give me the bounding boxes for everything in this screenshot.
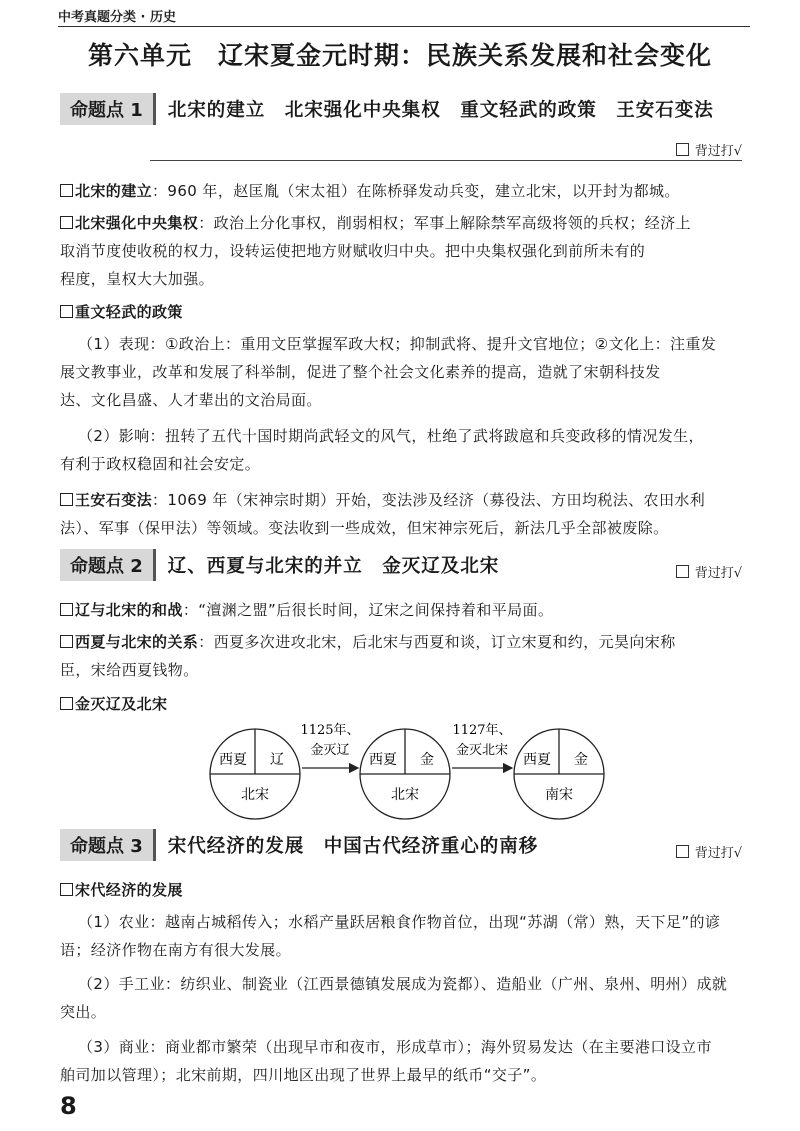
arrow-2-event: 金灭北宋 bbox=[455, 743, 509, 758]
item-key: 金灭辽及北宋 bbox=[75, 695, 168, 713]
item-key: 辽与北宋的和战 bbox=[75, 601, 183, 619]
item-key: 西夏与北宋的关系 bbox=[75, 633, 199, 651]
header-rule bbox=[58, 26, 750, 27]
arrow-1-year: 1125年、 bbox=[300, 723, 360, 738]
circle-3-top-left: 西夏 bbox=[523, 752, 551, 768]
circle-1-bottom: 北宋 bbox=[241, 787, 269, 803]
checkbox-icon[interactable] bbox=[60, 216, 73, 229]
item-text: ：960 年，赵匡胤（宋太祖）在陈桥驿发动兵变，建立北宋，以开封为都城。 bbox=[152, 182, 680, 200]
checkbox-icon[interactable] bbox=[676, 565, 689, 578]
circle-1-top-left: 西夏 bbox=[219, 752, 247, 768]
checkbox-icon[interactable] bbox=[60, 184, 73, 197]
circle-3-bottom: 南宋 bbox=[545, 787, 573, 803]
circle-3-top-right: 金 bbox=[574, 752, 588, 768]
checkbox-icon[interactable] bbox=[60, 305, 73, 318]
topic-3-title: 宋代经济的发展 中国古代经济重心的南移 bbox=[167, 836, 539, 857]
topic-2-check[interactable] bbox=[676, 562, 742, 581]
page-number: 8 bbox=[60, 1092, 77, 1120]
item-xixia bbox=[60, 628, 745, 684]
item-craft bbox=[60, 970, 745, 1026]
item-text: （2）影响：扭转了五代十国时期尚武轻文的风气，杜绝了武将跋扈和兵变政移的情况发生， bbox=[78, 427, 704, 445]
item-text: 程度，皇权大大加强。 bbox=[60, 270, 215, 288]
item-text: 突出。 bbox=[60, 1003, 107, 1021]
item-text: 达、文化昌盛、人才辈出的文治局面。 bbox=[60, 391, 322, 409]
state-circle-2 bbox=[360, 729, 450, 819]
checkbox-icon[interactable] bbox=[676, 845, 689, 858]
item-central bbox=[60, 209, 745, 293]
item-policy-impact bbox=[60, 422, 745, 478]
item-text: 语；经济作物在南方有很大发展。 bbox=[60, 941, 292, 959]
topic-2-bar bbox=[60, 549, 745, 581]
item-text: 展文教事业，改革和发展了科举制，促进了整个社会文化素养的提高，造就了宋朝科技发 bbox=[60, 363, 661, 381]
checkbox-icon[interactable] bbox=[60, 697, 73, 710]
item-founding bbox=[60, 177, 745, 205]
item-text: ：1069 年（宋神宗时期）开始，变法涉及经济（募役法、方田均税法、农田水利 bbox=[152, 491, 706, 509]
topic-3-check[interactable] bbox=[676, 842, 742, 861]
arrow-2 bbox=[452, 722, 512, 768]
item-text: （2）手工业：纺织业、制瓷业（江西景德镇发展成为瓷都）、造船业（广州、泉州、明州）成就 bbox=[78, 975, 728, 993]
topic-1-check[interactable] bbox=[676, 140, 742, 159]
circle-2-top-right: 金 bbox=[420, 752, 434, 768]
topic-3-bar bbox=[60, 829, 745, 861]
item-text: （3）商业：商业都市繁荣（出现早市和夜市，形成草市）；海外贸易发达（在主要港口设立市 bbox=[78, 1038, 712, 1056]
item-text: ：政治上分化事权，削弱相权；军事上解除禁军高级将领的兵权；经济上 bbox=[198, 214, 692, 232]
topic-2-title: 辽、西夏与北宋的并立 金灭辽及北宋 bbox=[167, 556, 500, 577]
item-econ bbox=[60, 876, 745, 904]
check-label: 背过打√ bbox=[694, 566, 742, 581]
item-text: （1）农业：越南占城稻传入；水稻产量跃居粮食作物首位，出现“苏湖（常）熟，天下足”的谚 bbox=[78, 913, 721, 931]
check-label: 背过打√ bbox=[694, 144, 742, 159]
unit-title: 第六单元 辽宋夏金元时期：民族关系发展和社会变化 bbox=[87, 41, 712, 70]
item-text: （1）表现：①政治上：重用文臣掌握军政大权；抑制武将、提升文官地位；②文化上：注重发 bbox=[78, 335, 717, 353]
item-text: 取消节度使收税的权力，设转运使把地方财赋收归中央。把中央集权强化到前所未有的 bbox=[60, 242, 646, 260]
item-text: ：“澶渊之盟”后很长时间，辽宋之间保持着和平局面。 bbox=[182, 601, 554, 619]
item-policy bbox=[60, 298, 745, 326]
item-text: 舶司加以管理）；北宋前期，四川地区出现了世界上最早的纸币“交子”。 bbox=[60, 1066, 547, 1084]
item-text: ：西夏多次进攻北宋，后北宋与西夏和谈，订立宋夏和约，元昊向宋称 bbox=[198, 633, 676, 651]
topic-3-label: 命题点 3 bbox=[60, 829, 156, 861]
series-header: 中考真题分类 · 历史 bbox=[58, 10, 176, 25]
checkbox-icon[interactable] bbox=[60, 603, 73, 616]
circle-2-top-left: 西夏 bbox=[369, 752, 397, 768]
checkbox-icon[interactable] bbox=[60, 493, 73, 506]
item-reform bbox=[60, 486, 745, 542]
arrow-2-year: 1127年、 bbox=[452, 723, 512, 738]
circle-2-bottom: 北宋 bbox=[391, 787, 419, 803]
arrow-1 bbox=[300, 722, 359, 768]
checkbox-icon[interactable] bbox=[60, 883, 73, 896]
item-text: 有利于政权稳固和社会安定。 bbox=[60, 455, 261, 473]
checkbox-icon[interactable] bbox=[676, 143, 689, 156]
item-key: 王安石变法 bbox=[75, 491, 153, 509]
item-key: 重文轻武的政策 bbox=[75, 303, 183, 321]
topic-1-label: 命题点 1 bbox=[60, 93, 156, 125]
check-label: 背过打√ bbox=[694, 846, 742, 861]
state-circle-3 bbox=[514, 729, 604, 819]
item-key: 北宋的建立 bbox=[75, 182, 153, 200]
topic-1-rule bbox=[150, 160, 742, 161]
arrow-1-event: 金灭辽 bbox=[310, 743, 350, 758]
item-agri bbox=[60, 908, 745, 964]
topic-1-bar bbox=[60, 93, 745, 125]
jin-conquest-diagram bbox=[0, 712, 800, 832]
item-text: 臣，宋给西夏钱物。 bbox=[60, 661, 199, 679]
item-key: 北宋强化中央集权 bbox=[75, 214, 199, 232]
circle-1-top-right: 辽 bbox=[270, 752, 284, 768]
item-policy-performance bbox=[60, 330, 745, 414]
item-key: 宋代经济的发展 bbox=[75, 881, 183, 899]
checkbox-icon[interactable] bbox=[60, 635, 73, 648]
item-peace bbox=[60, 596, 745, 624]
topic-2-label: 命题点 2 bbox=[60, 549, 156, 581]
topic-1-title: 北宋的建立 北宋强化中央集权 重文轻武的政策 王安石变法 bbox=[167, 100, 714, 121]
item-text: 法）、军事（保甲法）等领域。变法收到一些成效，但宋神宗死后，新法几乎全部被废除。 bbox=[60, 519, 669, 537]
state-circle-1 bbox=[210, 729, 300, 819]
item-comm bbox=[60, 1033, 745, 1089]
